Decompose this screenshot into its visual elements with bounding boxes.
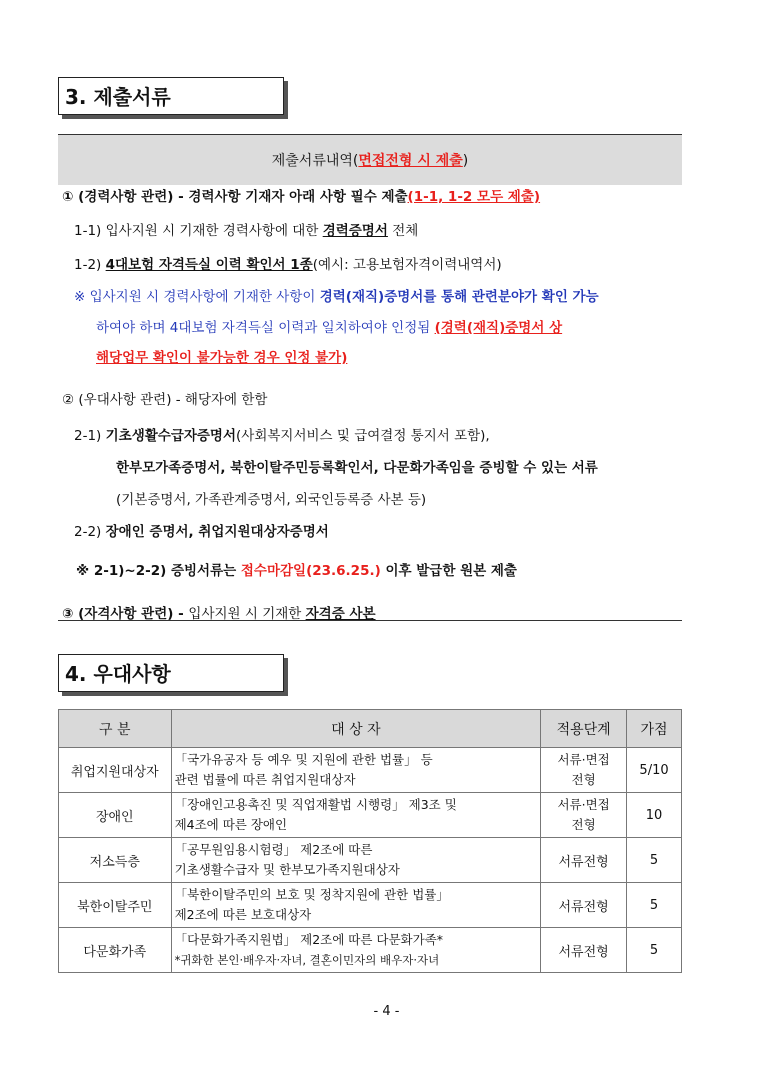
preference-item-1-doc: 기초생활수급자증명서 bbox=[105, 428, 237, 444]
section-divider bbox=[58, 620, 682, 621]
row-target-line-2: *귀화한 본인·배우자·자녀, 결혼이민자의 배우자·자녀 bbox=[174, 953, 440, 967]
row-points: 5 bbox=[627, 838, 682, 883]
license-heading: ③ (자격사항 관련) - bbox=[62, 606, 189, 622]
career-note-line-1 bbox=[74, 285, 599, 305]
row-target-line-1: 「공무원임용시험령」 제2조에 따른 bbox=[174, 842, 373, 857]
career-heading-text: ① (경력사항 관련) - 경력사항 기재자 아래 사항 필수 제출 bbox=[62, 189, 408, 205]
row-stage: 서류전형 bbox=[541, 838, 627, 883]
row-target-line-1: 「장애인고용촉진 및 직업재활법 시행령」 제3조 및 bbox=[174, 797, 457, 812]
career-heading-note: (1-1, 1-2 모두 제출) bbox=[407, 189, 541, 205]
preference-item-1 bbox=[74, 424, 490, 444]
career-item-1-text: 1-1) 입사지원 시 기재한 경력사항에 대한 bbox=[74, 223, 323, 239]
career-note-line-2 bbox=[96, 316, 562, 336]
row-points: 5/10 bbox=[627, 748, 682, 793]
documents-banner bbox=[58, 134, 682, 185]
career-note-line-3: 해당업무 확인이 불가능한 경우 인정 불가) bbox=[96, 350, 348, 366]
table-row bbox=[59, 793, 682, 838]
row-target-line-1: 「다문화가족지원법」 제2조에 따른 다문화가족* bbox=[174, 932, 444, 947]
license-doc: 자격증 사본 bbox=[305, 606, 376, 622]
row-category: 북한이탈주민 bbox=[59, 883, 172, 928]
license-text: 입사지원 시 기재한 bbox=[188, 606, 306, 622]
preference-item-1-examples: (기본증명서, 가족관계증명서, 외국인등록증 사본 등) bbox=[116, 492, 427, 508]
preference-heading: ② (우대사항 관련) - 해당자에 한함 bbox=[62, 392, 268, 408]
row-points: 5 bbox=[627, 928, 682, 973]
banner-text-end: ) bbox=[462, 153, 469, 169]
career-note-bold: 경력(재직)증명서를 통해 관련분야가 확인 가능 bbox=[319, 289, 599, 305]
row-stage-line-2: 전형 bbox=[571, 772, 596, 787]
header-stage: 적용단계 bbox=[541, 710, 627, 748]
row-target-line-2: 제2조에 따른 보호대상자 bbox=[174, 907, 312, 922]
preference-item-1-num: 2-1) bbox=[74, 428, 106, 444]
row-target bbox=[171, 928, 541, 973]
career-note-warning: (경력(재직)증명서 상 bbox=[434, 320, 563, 336]
row-stage bbox=[541, 748, 627, 793]
row-category: 다문화가족 bbox=[59, 928, 172, 973]
career-item-1 bbox=[74, 219, 418, 239]
header-points: 가점 bbox=[627, 710, 682, 748]
row-stage bbox=[541, 793, 627, 838]
row-stage: 서류전형 bbox=[541, 928, 627, 973]
table-row bbox=[59, 928, 682, 973]
career-item-2-example: (예시: 고용보험자격이력내역서) bbox=[312, 257, 502, 273]
table-row bbox=[59, 838, 682, 883]
header-category: 구 분 bbox=[59, 710, 172, 748]
career-item-1-end: 전체 bbox=[387, 223, 419, 239]
preference-note-end: 이후 발급한 원본 제출 bbox=[380, 563, 517, 579]
career-item-2-doc: 4대보험 자격득실 이력 확인서 1종 bbox=[105, 257, 313, 273]
row-stage-line-1: 서류·면접 bbox=[557, 797, 610, 812]
banner-text: 제출서류내역( bbox=[271, 153, 359, 169]
row-points: 10 bbox=[627, 793, 682, 838]
row-stage-line-1: 서류·면접 bbox=[557, 752, 610, 767]
row-target-line-2: 기초생활수급자 및 한부모가족지원대상자 bbox=[174, 862, 400, 877]
page-number: - 4 - bbox=[373, 1004, 400, 1019]
section-3-title: 3. 제출서류 bbox=[58, 77, 284, 115]
preference-item-2-doc: 장애인 증명서, 취업지원대상자증명서 bbox=[105, 524, 329, 540]
table-row bbox=[59, 883, 682, 928]
career-note-text: ※ 입사지원 시 경력사항에 기재한 사항이 bbox=[74, 289, 320, 305]
header-target: 대 상 자 bbox=[171, 710, 541, 748]
row-target bbox=[171, 793, 541, 838]
table-row bbox=[59, 748, 682, 793]
row-target bbox=[171, 838, 541, 883]
preference-note-deadline: 접수마감일(23.6.25.) bbox=[240, 563, 381, 579]
career-note-text-2: 하여야 하며 4대보험 자격득실 이력과 일치하여야 인정됨 bbox=[96, 320, 435, 336]
row-points: 5 bbox=[627, 883, 682, 928]
preference-note-text: ※ 2-1)~2-2) 증빙서류는 bbox=[76, 563, 241, 579]
preference-item-1-note: (사회복지서비스 및 급여결정 통지서 포함), bbox=[236, 428, 490, 444]
row-stage: 서류전형 bbox=[541, 883, 627, 928]
row-target-line-2: 제4조에 따른 장애인 bbox=[174, 817, 288, 832]
row-target-line-1: 「국가유공자 등 예우 및 지원에 관한 법률」 등 bbox=[174, 752, 433, 767]
license-line bbox=[62, 602, 376, 622]
table-header-row bbox=[59, 710, 682, 748]
row-category: 취업지원대상자 bbox=[59, 748, 172, 793]
row-target-line-1: 「북한이탈주민의 보호 및 정착지원에 관한 법률」 bbox=[174, 887, 449, 902]
row-category: 저소득층 bbox=[59, 838, 172, 883]
career-heading bbox=[62, 185, 540, 205]
preference-item-2-num: 2-2) bbox=[74, 524, 106, 540]
row-target bbox=[171, 883, 541, 928]
banner-highlight: 면접전형 시 제출 bbox=[358, 153, 463, 169]
preference-item-1-docs: 한부모가족증명서, 북한이탈주민등록확인서, 다문화가족임을 증빙할 수 있는 서류 bbox=[116, 460, 598, 476]
career-item-2 bbox=[74, 253, 502, 273]
row-category: 장애인 bbox=[59, 793, 172, 838]
section-4-title: 4. 우대사항 bbox=[58, 654, 284, 692]
preference-item-2 bbox=[74, 520, 329, 540]
career-item-2-num: 1-2) bbox=[74, 257, 106, 273]
row-stage-line-2: 전형 bbox=[571, 817, 596, 832]
row-target bbox=[171, 748, 541, 793]
row-target-line-2: 관련 법률에 따른 취업지원대상자 bbox=[174, 772, 356, 787]
preference-table bbox=[58, 709, 682, 973]
preference-note bbox=[76, 559, 517, 579]
career-item-1-doc: 경력증명서 bbox=[322, 223, 388, 239]
